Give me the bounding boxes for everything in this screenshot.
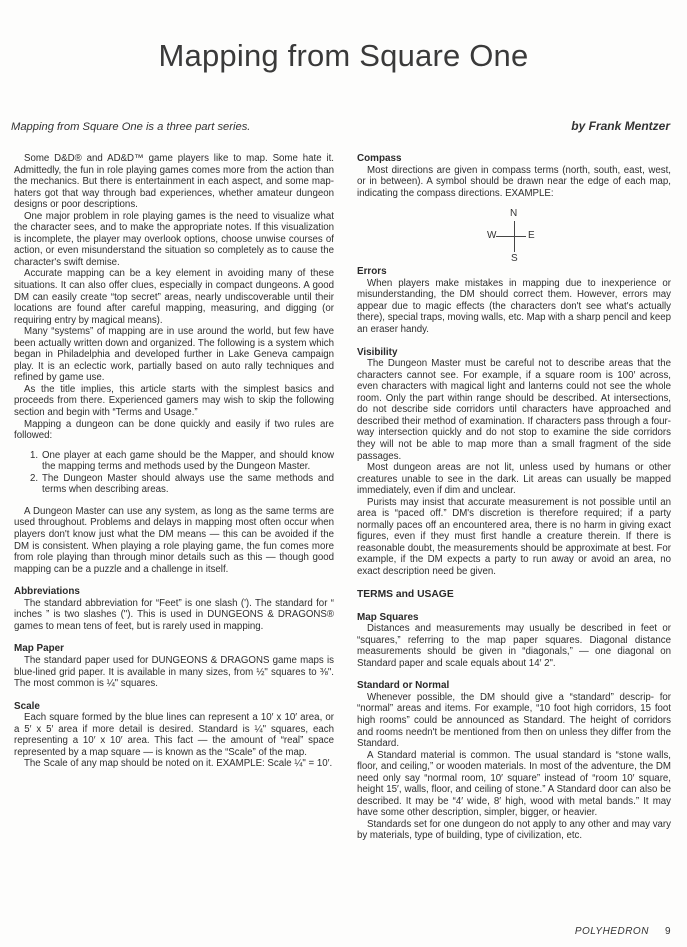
paragraph: The Scale of any map should be noted on it. EXAMPLE: Scale ¼" = 10′.: [24, 758, 333, 770]
paragraph: Mapping a dungeon can be done quickly and easily if two rules are followed:: [14, 418, 334, 442]
rule-number: 2.: [30, 472, 39, 484]
paragraph: Distances and measurements may usually be described in feet or “squares,” referring to the map paper squares. Diagonal distance measurements should be given in “diagonals,” — one diagonal on Standard paper and scale equals about 14′ 2".: [357, 623, 671, 669]
section-heading-map-paper: Map Paper: [14, 643, 64, 655]
rule-item: [30, 449, 334, 473]
compass-horizontal-line: [496, 236, 526, 237]
page-number: 9: [664, 926, 671, 937]
paragraph: Accurate mapping can be a key element in avoiding many of these situations. It can also offer clues, especially in compact dungeons. A good DM can easily create “top secret” areas, nearly undiscoverable until their locations are found after careful mapping, measuring, and digging (or requiring entry by magical means).: [14, 268, 334, 326]
compass-south-label: S: [511, 253, 518, 265]
section-heading-scale: Scale: [14, 700, 40, 712]
paragraph: Standards set for one dungeon do not apply to any other and may vary by materials, type of building, type of civilization, etc.: [357, 818, 671, 842]
section-heading-standard-or-normal: Standard or Normal: [357, 680, 450, 692]
rule-number: 1.: [30, 449, 39, 461]
series-note: Mapping from Square One is a three part series.: [11, 121, 251, 133]
paragraph: The standard paper used for DUNGEONS & DRAGONS game maps is blue-lined grid paper. It is available in many sizes, from ½" squares to ⅜". The most common is ¼" squares.: [14, 654, 334, 690]
section-heading-compass: Compass: [357, 153, 402, 164]
article-title: Mapping from Square One: [158, 38, 529, 73]
paragraph: As the title implies, this article starts with the simplest basics and proceeds from there. Experienced gamers may wish to skip the following section and begin with “Terms and Usage.”: [14, 383, 334, 419]
paragraph: A Standard material is common. The usual standard is “stone walls, floor, and ceiling,” or wooden materials. In most of the adventure, the DM need only say “normal room, 10′ square” instead of “room 10′ square, height 15′, walls, floor, and ceiling of stone.” A Standard door can also be described. It may be “4′ wide, 8′ high, wood with metal bands.” It may have some other description, simpler, bigger, or heavier.: [357, 749, 671, 819]
paragraph: When players make mistakes in mapping due to inexperience or misunderstanding, the DM should correct them. However, errors may appear due to magic effects (the characters don't see what's actually there), special traps, moving walls, etc. Map with a sharp pencil and keep an eraser handy.: [357, 277, 671, 336]
section-heading-errors: Errors: [357, 266, 387, 278]
paragraph: Some D&D® and AD&D™ game players like to map. Some hate it. Admittedly, the fun in role playing games comes more from the action than the mechanics. But there is entertainment in each aspect, and some map-haters got that way through bad experiences, whether amateur dungeon designs or poor descriptions.: [14, 153, 334, 211]
section-heading-map-squares: Map Squares: [357, 611, 419, 623]
left-column: [14, 153, 334, 770]
compass-east-label: E: [528, 230, 535, 242]
paragraph: Most dungeon areas are not lit, unless used by humans or other creatures unable to see in the dark. Lit areas can usually be mapped immediately, even if dim and unclear.: [357, 462, 671, 497]
paragraph: Whenever possible, the DM should give a “standard” descrip- for “normal” areas and items. For example, “10 foot high corridors, 15 foot high rooms” could be announced as Standard. The height of corridors and rooms needn't be mentioned from then on unless they differ from the Standard.: [357, 691, 671, 750]
rule-item: [30, 472, 334, 496]
right-column: [357, 153, 671, 842]
compass-north-label: N: [510, 208, 518, 220]
paragraph: Many “systems” of mapping are in use around the world, but few have been actually written down and organized. The following is a system which began in Philadelphia and developed further in Lake Geneva campaign play. It is an eclectic work, partially based on auto rally techniques and refined by game use.: [14, 326, 334, 384]
paragraph: Purists may insist that accurate measurement is not possible until an area is “paced off.” DM's discretion is therefore required; if a party normally paces off an encountered area, there is no harm in giving exact figures, even if they must first handle a creature therein. If there is reasonable doubt, the measurements should be approximate at best. For example, if the DM expects a party to run away or avoid an area, no exact description need be given.: [357, 496, 671, 577]
publication-name: POLYHEDRON: [574, 926, 649, 937]
paragraph: The Dungeon Master must be careful not to describe areas that the characters cannot see. For example, if a square room is 100′ across, even characters with magical light and lanterns could not see the whole room. Only the part within range should be described. At intersections, do not describe side corridors until characters have approached and described their method of examination. If characters pass through a four-way intersection quickly and do not stop to examine the side corridors they will not be able to map more than a small fragment of the side passages.: [357, 358, 671, 462]
paragraph: Most directions are given in compass terms (north, south, east, west, or in between). A symbol should be drawn near the edge of each map, indicating the compass directions. EXAMPLE:: [357, 164, 671, 199]
page-footer: [575, 926, 671, 937]
paragraph: Each square formed by the blue lines can represent a 10′ x 10′ area, or a 5′ x 5′ area if more detail is desired. Standard is ¼" squares, each representing a 10′ x 10′ area. This fact — the amount of “real” space represented by a map square — is known as the “Scale” of the map.: [14, 712, 334, 758]
compass-west-label: W: [487, 230, 497, 242]
section-heading-visibility: Visibility: [357, 346, 398, 358]
paragraph: One major problem in role playing games is the need to visualize what the character sees, and to make the appropriate notes. If this visualization is incomplete, the player may overlook options, choose unwise courses of action, or even misunderstand the situation so completely as to cause the character's swift demise.: [14, 210, 334, 268]
paragraph: The standard abbreviation for “Feet” is one slash ('). The standard for “ inches ” is two slashes ("). This is used in DUNGEONS & DRAGONS® games to mean tens of feet, but is rarely used in mapping.: [14, 597, 334, 632]
rules-list: [14, 450, 334, 496]
section-heading-abbreviations: Abbreviations: [14, 586, 80, 598]
rule-text: One player at each game should be the Mapper, and should know the mapping terms and methods used by the Dungeon Master.: [42, 449, 334, 473]
author-byline: by Frank Mentzer: [571, 119, 670, 133]
compass-rose-diagram: [464, 208, 564, 264]
rule-text: The Dungeon Master should always use the same methods and terms when describing areas.: [42, 472, 334, 496]
paragraph: A Dungeon Master can use any system, as long as the same terms are used throughout. Problems and delays in mapping most often occur when players don't know just what the DM means — this can be avoided if the DM is consistent. When playing a role playing game, the fun comes more from role playing than through minor details such as this — though good mapping can be a puzzle and a challenge in itself.: [14, 505, 334, 575]
section-heading-terms-and-usage: TERMS and USAGE: [357, 588, 454, 600]
